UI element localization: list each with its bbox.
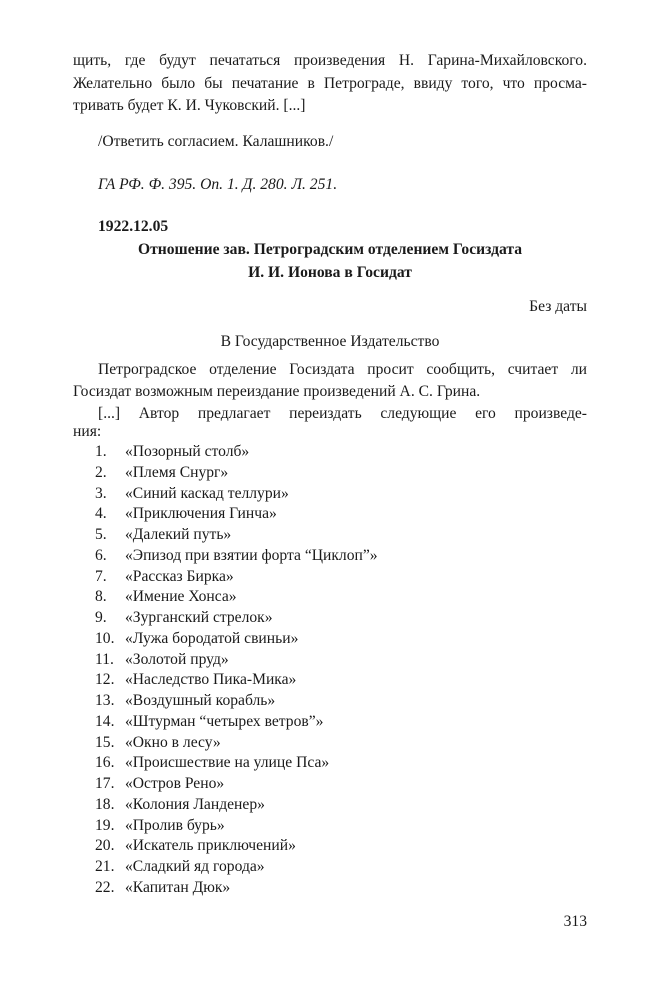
archive-reference: ГА РФ. Ф. 395. Оп. 1. Д. 280. Л. 251. <box>98 176 338 193</box>
paragraph-1-line-1: Петроградское отделение Госиздата просит сообщить, считает ли <box>98 361 587 378</box>
list-item-number: 5. <box>95 526 107 543</box>
list-item-number: 1. <box>95 443 107 460</box>
list-item <box>95 795 378 816</box>
list-item-number: 7. <box>95 567 107 585</box>
list-item <box>95 463 378 484</box>
paragraph-1-line-2: Госиздат возможным переиздание произведений А. С. Грина. <box>73 383 481 400</box>
list-item <box>95 753 378 774</box>
list-item <box>95 650 378 671</box>
list-item-title: «Искатель приключений» <box>125 837 296 855</box>
list-item <box>95 442 378 463</box>
list-item <box>95 878 378 899</box>
list-item-number: 22. <box>95 878 115 896</box>
list-item-title: «Золотой пруд» <box>125 650 229 668</box>
list-item <box>95 608 378 629</box>
list-item <box>95 504 378 525</box>
list-item <box>95 525 378 546</box>
list-item-title: «Происшествие на улице Пса» <box>125 754 330 772</box>
list-item-number: 15. <box>95 733 115 751</box>
list-item-number: 12. <box>95 671 115 689</box>
list-item-title: «Зурганский стрелок» <box>125 609 273 626</box>
list-item-title: «Рассказ Бирка» <box>125 567 234 585</box>
list-item-number: 8. <box>95 588 107 606</box>
intro-line-2: Желательно было бы печатание в Петрограде, ввиду того, что просма- <box>73 75 587 92</box>
list-item-title: «Окно в лесу» <box>125 733 221 751</box>
list-item <box>95 733 378 754</box>
list-item <box>95 629 378 650</box>
list-item-title: «Лужа бородатой свиньи» <box>125 629 299 647</box>
entry-title-line-2: И. И. Ионова в Госидат <box>248 264 412 281</box>
page-number: 313 <box>563 913 587 930</box>
list-item-title: «Приключения Гинча» <box>125 505 277 523</box>
list-item-number: 14. <box>95 712 115 730</box>
list-item-number: 19. <box>95 816 115 834</box>
addressee: В Государственное Издательство <box>220 333 440 350</box>
works-list <box>95 442 378 899</box>
list-item-number: 3. <box>95 484 107 502</box>
list-item-number: 2. <box>95 463 107 481</box>
list-item <box>95 587 378 608</box>
intro-line-1: щить, где будут печататься произведения Н. Гарина-Михайловского. <box>73 52 587 69</box>
list-item-title: «Далекий путь» <box>125 526 232 543</box>
list-item-title: «Колония Ланденер» <box>125 795 265 813</box>
list-item <box>95 546 378 567</box>
entry-title-line-1: Отношение зав. Петроградским отделением Госиздата <box>137 241 523 258</box>
list-item-title: «Пролив бурь» <box>125 816 225 834</box>
list-item <box>95 670 378 691</box>
list-item-title: «Позорный столб» <box>125 443 250 460</box>
intro-line-3: тривать будет К. И. Чуковский. [...] <box>73 97 306 114</box>
list-item-number: 17. <box>95 775 115 792</box>
list-item <box>95 857 378 878</box>
list-item-title: «Капитан Дюк» <box>125 878 231 896</box>
paragraph-2-line-2: ния: <box>73 423 102 440</box>
list-item-number: 4. <box>95 505 107 523</box>
list-item-number: 9. <box>95 609 107 626</box>
undated-note: Без даты <box>529 298 587 315</box>
list-item-number: 20. <box>95 837 115 855</box>
list-item-title: «Эпизод при взятии форта “Циклоп”» <box>125 546 378 564</box>
list-item-number: 13. <box>95 692 115 709</box>
list-item-title: «Штурман “четырех ветров”» <box>125 712 324 730</box>
list-item-number: 16. <box>95 754 115 772</box>
list-item-title: «Имение Хонса» <box>125 588 237 606</box>
entry-date: 1922.12.05 <box>98 218 169 235</box>
list-item <box>95 836 378 857</box>
paragraph-2-line-1: [...] Автор предлагает переиздать следующие его произведе- <box>98 405 587 422</box>
list-item-number: 11. <box>95 650 114 668</box>
list-item-number: 21. <box>95 858 115 875</box>
list-item-title: «Синий каскад теллури» <box>125 484 289 502</box>
list-item <box>95 691 378 712</box>
list-item <box>95 712 378 733</box>
reply-note: /Ответить согласием. Калашников./ <box>98 133 334 150</box>
list-item-number: 10. <box>95 629 115 647</box>
list-item-number: 6. <box>95 546 107 564</box>
list-item-title: «Воздушный корабль» <box>125 692 276 709</box>
list-item-title: «Остров Рено» <box>125 775 225 792</box>
list-item <box>95 484 378 505</box>
list-item <box>95 774 378 795</box>
list-item-title: «Наследство Пика-Мика» <box>125 671 297 689</box>
list-item-number: 18. <box>95 795 115 813</box>
list-item <box>95 816 378 837</box>
list-item-title: «Племя Снург» <box>125 463 229 481</box>
list-item-title: «Сладкий яд города» <box>125 858 265 875</box>
list-item <box>95 567 378 588</box>
